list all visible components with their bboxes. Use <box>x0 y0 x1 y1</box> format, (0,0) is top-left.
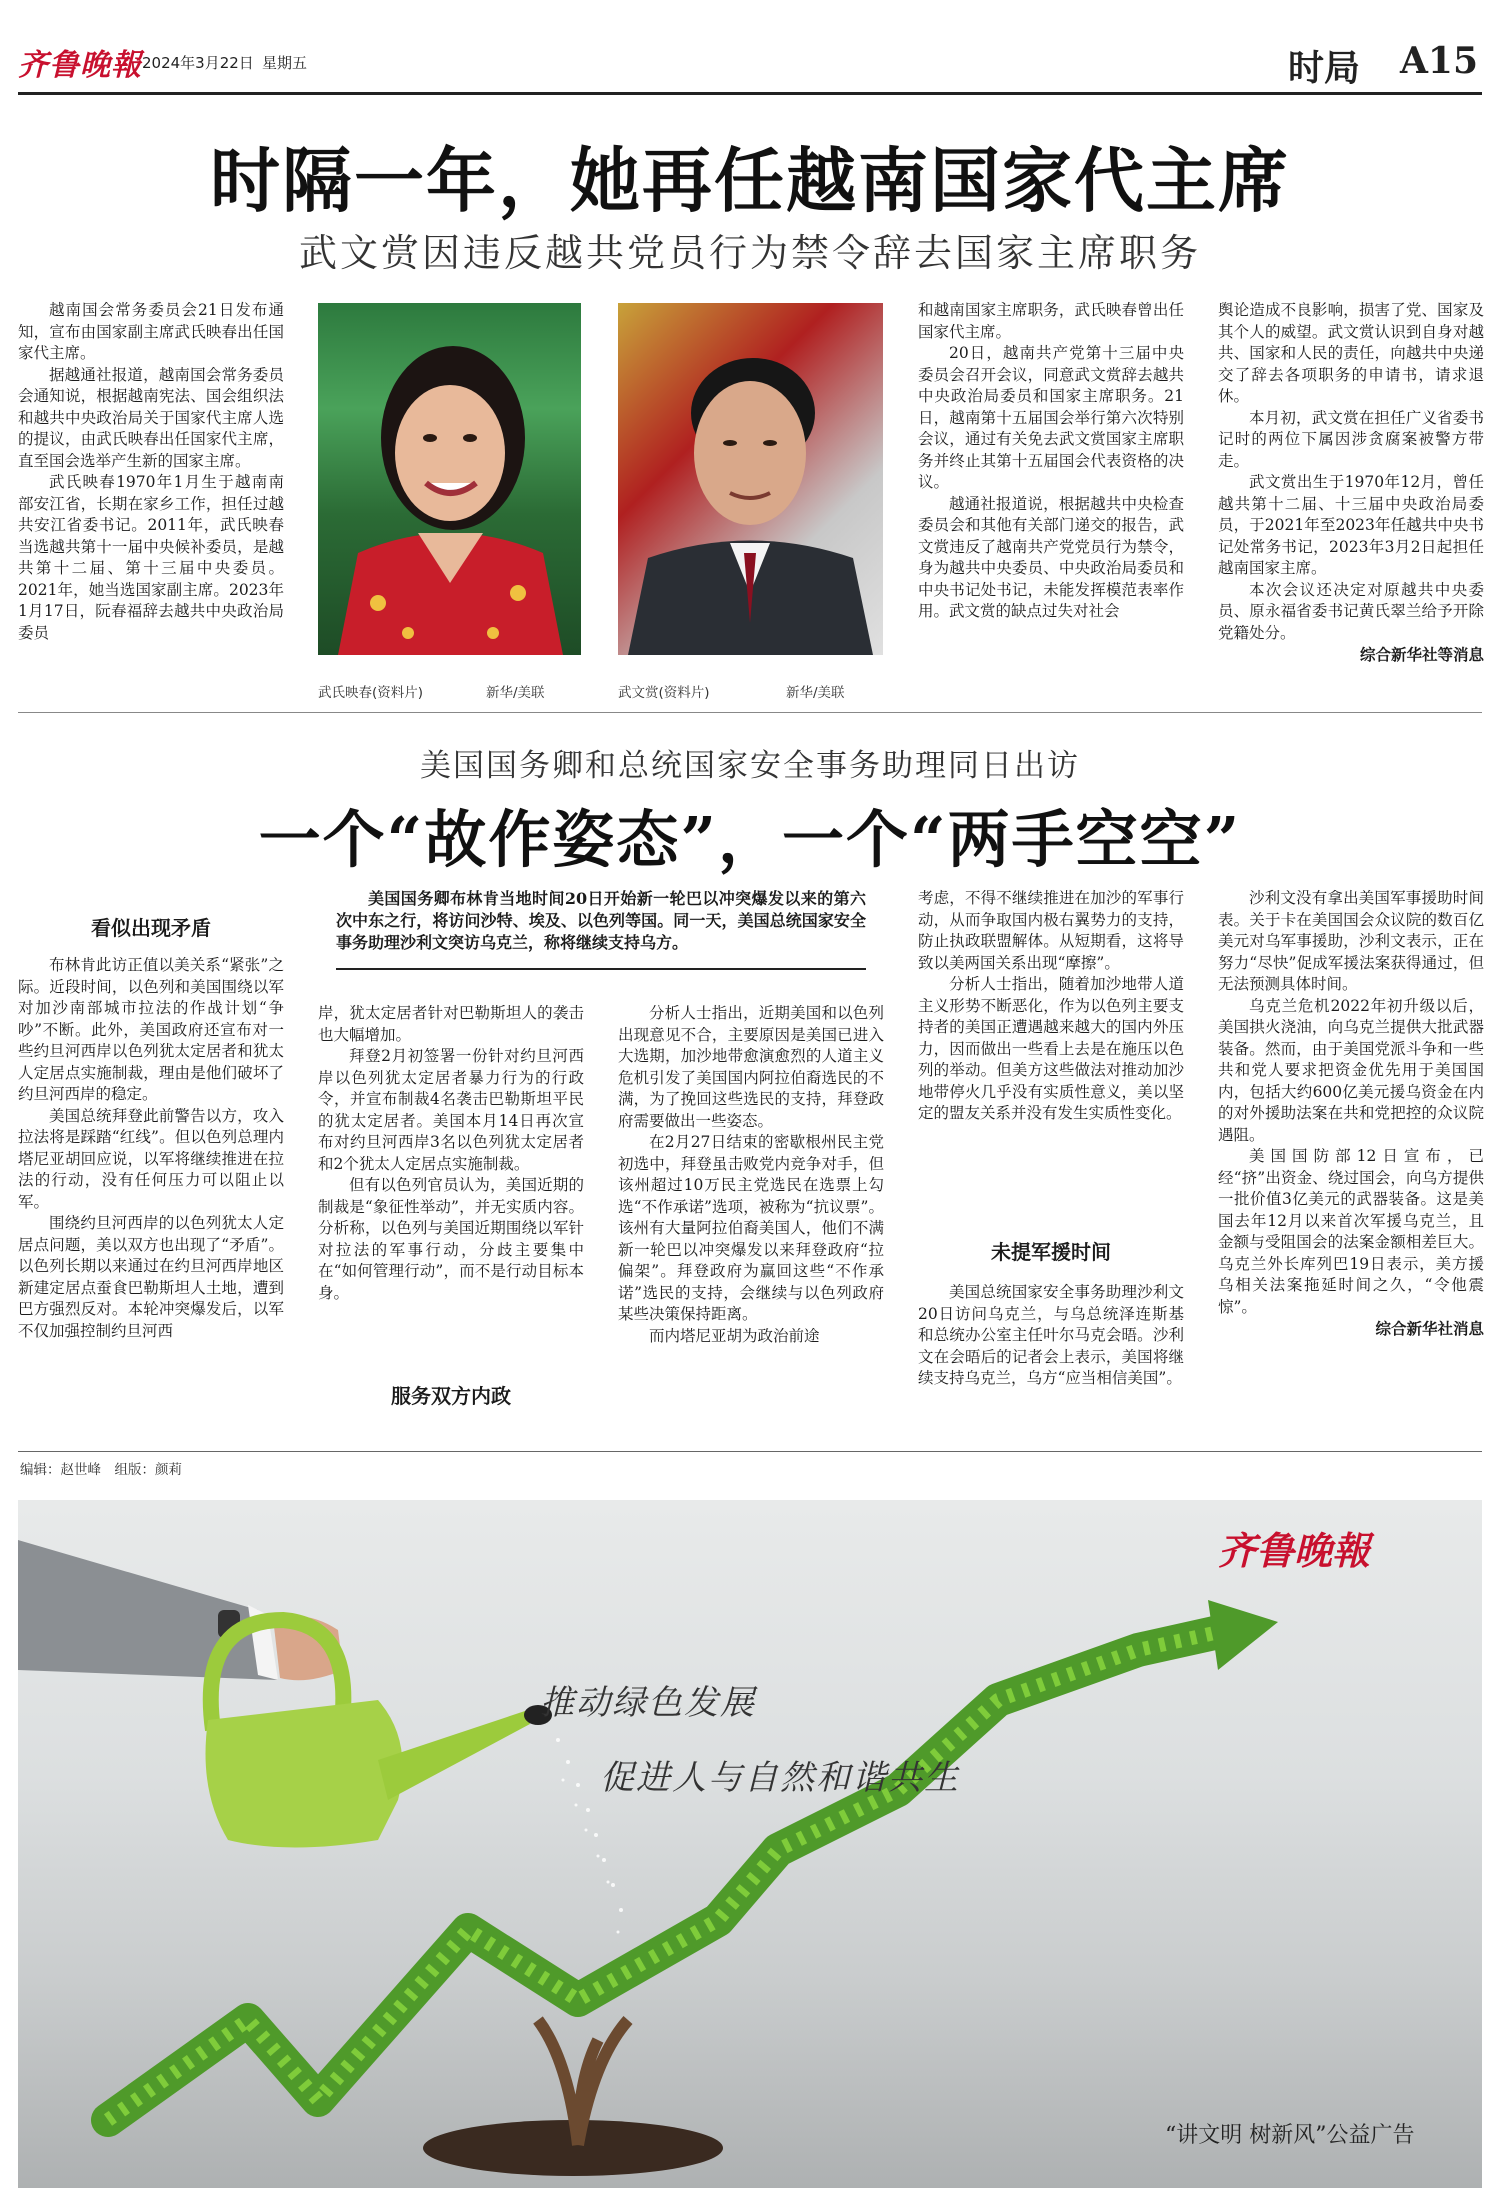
photo1-caption-left: 武氏映春(资料片) <box>318 685 424 701</box>
masthead-logo: 齐鲁晚報 <box>18 48 142 83</box>
ad-tag: “讲文明 树新风”公益广告 <box>1165 2123 1415 2148</box>
photo-vo-thi-anh-xuan <box>318 303 581 655</box>
story2-sign: 综合新华社消息 <box>1375 1319 1484 1338</box>
ad-slogan-line2: 促进人与自然和谐共生 <box>600 1758 960 1798</box>
photo-vo-van-thuong <box>618 303 883 655</box>
story2-kicker: 美国国务卿和总统国家安全事务助理同日出访 <box>420 748 1080 784</box>
lead-rule <box>336 968 866 970</box>
story1-col5: 舆论造成不良影响，损害了党、国家及其个人的威望。武文赏认识到自身对越共、国家和人民的责任，向越共中央递交了辞去各项职务的申请书，请求退休。 本月初，武文赏在担任广义省委书记时的两位下属因涉贪腐案被警方带走。 武文赏出生于1970年12月，曾任越共第十二届、十三届中央政治局委员，于2021年至2023年任越共中央书记处常务书记，2023年3月2日起担任越南国家主席。 本次会议还决定对原越共中央委员、原永福省委书记黄氏翠兰给予开除党籍处分。 综合新华社等消息 <box>1218 301 1484 664</box>
story2-lead: 美国国务卿布林肯当地时间20日开始新一轮巴以冲突爆发以来的第六次中东之行，将访问沙特、埃及、以色列等国。同一天，美国总统国家安全事务助理沙利文突访乌克兰，称将继续支持乌方。 <box>336 889 866 952</box>
masthead-weekday: 星期五 <box>262 54 308 72</box>
masthead-date: 2024年3月22日 <box>142 54 254 72</box>
section-name: 时局 <box>1288 47 1361 89</box>
story1-headline: 时隔一年，她再任越南国家代主席 <box>210 139 1290 222</box>
photo2-caption-right: 新华/美联 <box>786 685 845 701</box>
ad-slogan-line1: 推动绿色发展 <box>540 1683 756 1723</box>
ad-logo: 齐鲁晚報 <box>1218 1528 1371 1573</box>
photo1-caption-right: 新华/美联 <box>486 685 545 701</box>
story2-col1: 布林肯此访正值以美关系“紧张”之际。近段时间，以色列和美国围绕以军对加沙南部城市拉法的作战计划“争吵”不断。此外，美国政府还宣布对一些约旦河西岸以色列犹太定居者和犹太人定居点实施制裁，理由是他们破坏了约旦河西岸的稳定。 美国总统拜登此前警告以方，攻入拉法将是踩踏“红线”。但以色列总理内塔尼亚胡回应说，以军将继续推进在拉法的行动，没有任何压力可以阻止以军。 围绕约旦河西岸的以色列犹太人定居点问题，美以双方也出现了“矛盾”。以色列长期以来通过在约旦河西岸地区新建定居点蚕食巴勒斯坦人土地，遭到巴方强烈反对。本轮冲突爆发后，以军不仅加强控制约旦河西 <box>18 956 284 1340</box>
story2-col4b: 美国总统国家安全事务助理沙利文20日访问乌克兰，与乌总统泽连斯基和总统办公室主任叶尔马克会晤。沙利文在会晤后的记者会上表示，美国将继续支持乌克兰，乌方“应当相信美国”。 <box>918 1283 1184 1387</box>
ad-illustration <box>18 1500 1482 2188</box>
footer-editors: 编辑：赵世峰 组版：颜莉 <box>20 1462 182 1478</box>
story2-subhead-1: 看似出现矛盾 <box>91 916 211 940</box>
story2-headline: 一个“故作姿态”，一个“两手空空” <box>258 803 1242 876</box>
story1-col4: 和越南国家主席职务，武氏映春曾出任国家代主席。 20日，越南共产党第十三届中央委员会召开会议，同意武文赏辞去越共中央政治局委员和国家主席职务。21日，越南第十五届国会举行第六次特别会议，通过有关免去武文赏国家主席职务并终止其第十五届国会代表资格的决议。 越通社报道说，根据越共中央检查委员会和其他有关部门递交的报告，武文赏违反了越南共产党党员行为禁令，身为越共中央委员、中央政治局委员和中央书记处书记，未能发挥模范表率作用。武文赏的缺点过失对社会 <box>918 301 1184 620</box>
public-service-ad <box>18 1500 1482 2188</box>
story-divider <box>18 712 1482 713</box>
story1-sign: 综合新华社等消息 <box>1359 645 1484 664</box>
masthead-rule <box>18 92 1482 95</box>
photo2-caption-left: 武文赏(资料片) <box>618 685 710 701</box>
story2-subhead-3: 未提军援时间 <box>991 1240 1111 1264</box>
story1-subheadline: 武文赏因违反越共党员行为禁令辞去国家主席职务 <box>298 231 1201 275</box>
story2-subhead-2: 服务双方内政 <box>391 1384 511 1408</box>
page-number: A15 <box>1400 40 1479 82</box>
story2-col5: 沙利文没有拿出美国军事援助时间表。关于卡在美国国会众议院的数百亿美元对乌军事援助，沙利文表示，正在努力“尽快”促成军援法案获得通过，但无法预测具体时间。 乌克兰危机2022年初升级以后，美国拱火浇油，向乌克兰提供大批武器装备。然而，由于美国党派斗争和一些共和党人要求把资金优先用于美国国内，包括大约600亿美元援乌资金在内的对外援助法案在共和党把控的众议院遇阻。 美国国防部12日宣布，已经“挤”出资金、绕过国会，向乌方提供一批价值3亿美元的武器装备。这是美国去年12月以来首次军援乌克兰，且金额与受阻国会的法案金额相差巨大。乌克兰外长库列巴19日表示，美方援乌相关法案拖延时间之久，“令他震惊”。 综合新华社消息 <box>1218 889 1484 1338</box>
story2-col3: 分析人士指出，近期美国和以色列出现意见不合，主要原因是美国已进入大选期，加沙地带愈演愈烈的人道主义危机引发了美国国内阿拉伯裔选民的不满，为了挽回这些选民的支持，拜登政府需要做出一些姿态。 在2月27日结束的密歇根州民主党初选中，拜登虽击败党内竞争对手，但该州超过10万民主党选民在选票上勾选“不作承诺”选项，被称为“抗议票”。该州有大量阿拉伯裔美国人，他们不满新一轮巴以冲突爆发以来拜登政府“拉偏架”。拜登政府为赢回这些“不作承诺”选民的支持，会继续与以色列政府某些决策保持距离。 而内塔尼亚胡为政治前途 <box>618 1004 884 1345</box>
story2-col4: 考虑，不得不继续推进在加沙的军事行动，从而争取国内极右翼势力的支持，防止执政联盟解体。从短期看，这将导致以美两国关系出现“摩擦”。 分析人士指出，随着加沙地带人道主义形势不断恶化，作为以色列主要支持者的美国正遭遇越来越大的国内外压力，因而做出一些看上去是在施压以色列的举动。但美方这些做法对推动加沙地带停火几乎没有实质性意义，美以坚定的盟友关系并没有发生实质性变化。 <box>918 889 1184 1122</box>
story2-col2: 岸，犹太定居者针对巴勒斯坦人的袭击也大幅增加。 拜登2月初签署一份针对约旦河西岸以色列犹太定居者暴力行为的行政令，并宣布制裁4名袭击巴勒斯坦平民的犹太定居者。美国本月14日再次宣布对约旦河西岸3名以色列犹太定居者和2个犹太人定居点实施制裁。 但有以色列官员认为，美国近期的制裁是“象征性举动”，并无实质内容。分析称，以色列与美国近期围绕以军针对拉法的军事行动，分歧主要集中在“如何管理行动”，而不是行动目标本身。 <box>318 1004 584 1302</box>
story1-col1: 越南国会常务委员会21日发布通知，宣布由国家副主席武氏映春出任国家代主席。 据越通社报道，越南国会常务委员会通知说，根据越南宪法、国会组织法和越共中央政治局关于国家代主席人选的提议，由武氏映春出任国家代主席，直至国会选举产生新的国家主席。 武氏映春1970年1月生于越南南部安江省，长期在家乡工作，担任过越共安江省委书记。2011年，武氏映春当选越共第十一届中央候补委员，是越共第十二届、第十三届中央委员。2021年，她当选国家副主席。2023年1月17日，阮春福辞去越共中央政治局委员 <box>18 301 284 642</box>
footer-rule <box>18 1451 1482 1452</box>
